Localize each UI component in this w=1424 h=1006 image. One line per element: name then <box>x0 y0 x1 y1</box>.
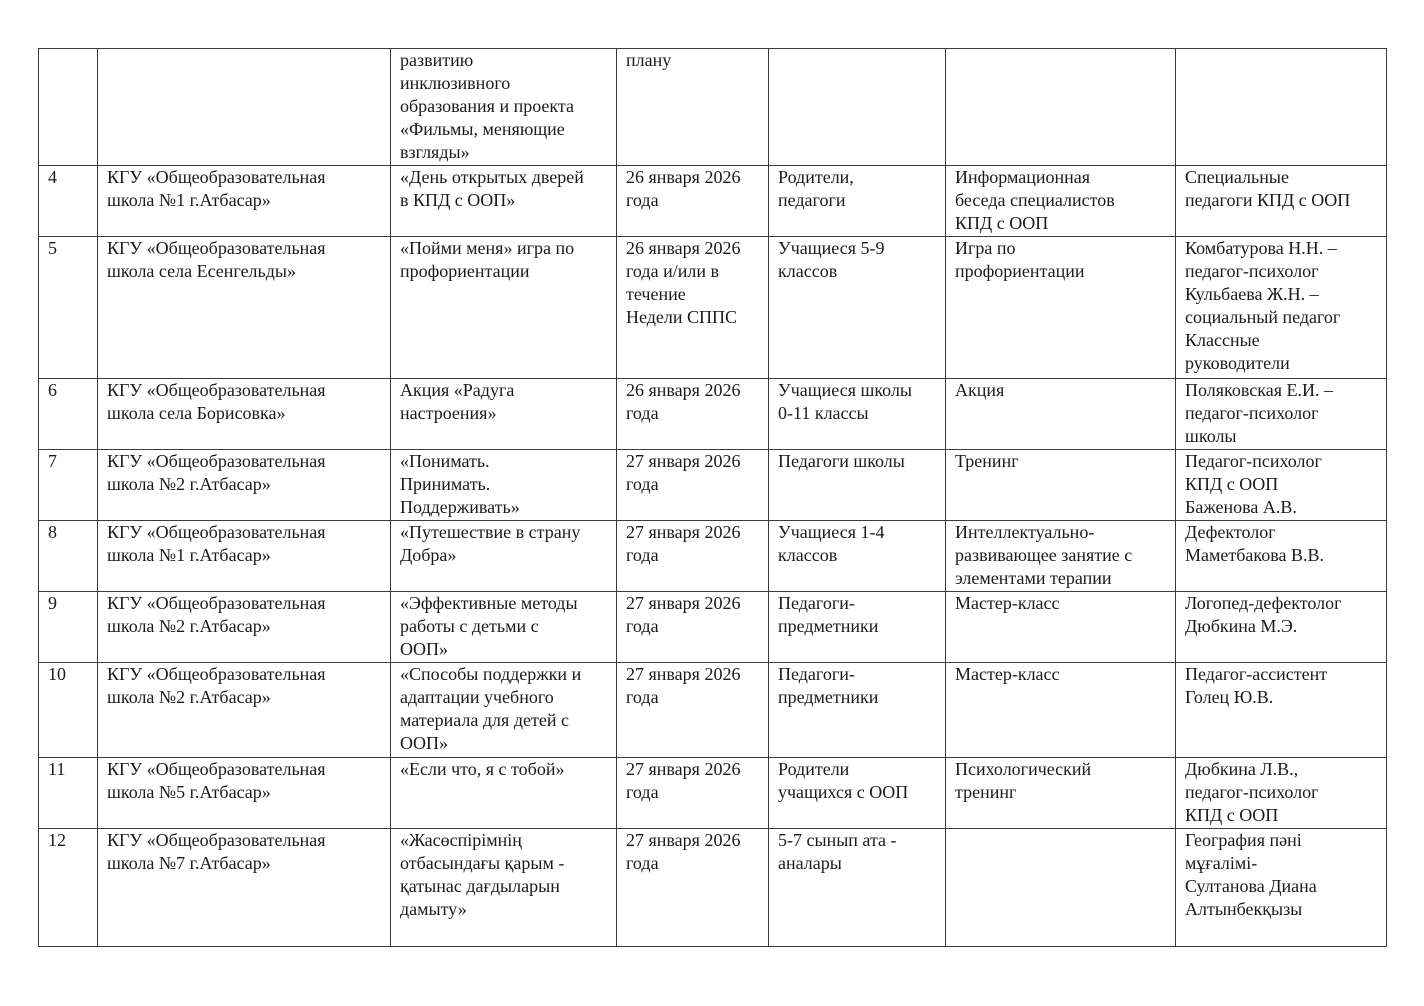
cell-organization: КГУ «Общеобразовательная школа села Борисовка» <box>98 379 391 450</box>
cell-audience: 5-7 сынып ата - аналары <box>769 829 946 947</box>
cell-date: 26 января 2026 года <box>617 166 769 237</box>
cell-event: Акция «Радуга настроения» <box>391 379 617 450</box>
table-row <box>39 450 1387 521</box>
cell-form: Психологический тренинг <box>946 758 1176 829</box>
cell-responsible: Поляковская Е.И. – педагог-психолог школы <box>1176 379 1387 450</box>
cell-number: 12 <box>39 829 98 947</box>
cell-audience: Педагоги- предметники <box>769 663 946 758</box>
cell-audience <box>769 49 946 166</box>
event-schedule-table <box>38 48 1387 947</box>
table-row <box>39 829 1387 947</box>
table-row <box>39 758 1387 829</box>
cell-form: Игра по профориентации <box>946 237 1176 379</box>
cell-date: 27 января 2026 года <box>617 592 769 663</box>
table-row <box>39 521 1387 592</box>
cell-number: 5 <box>39 237 98 379</box>
cell-audience: Учащиеся 5-9 классов <box>769 237 946 379</box>
cell-audience: Родители, педагоги <box>769 166 946 237</box>
cell-form: Тренинг <box>946 450 1176 521</box>
cell-event: развитию инклюзивного образования и проекта «Фильмы, меняющие взгляды» <box>391 49 617 166</box>
cell-event: «Эффективные методы работы с детьми с ООП» <box>391 592 617 663</box>
cell-responsible: Дефектолог Маметбакова В.В. <box>1176 521 1387 592</box>
table-row-continuation <box>39 49 1387 166</box>
cell-date: 26 января 2026 года и/или в течение Недели СППС <box>617 237 769 379</box>
cell-date: плану <box>617 49 769 166</box>
cell-audience: Учащиеся школы 0-11 классы <box>769 379 946 450</box>
cell-responsible: Логопед-дефектолог Дюбкина М.Э. <box>1176 592 1387 663</box>
cell-date: 27 января 2026 года <box>617 450 769 521</box>
cell-event: «День открытых дверей в КПД с ООП» <box>391 166 617 237</box>
table-row <box>39 379 1387 450</box>
cell-organization <box>98 49 391 166</box>
cell-date: 27 января 2026 года <box>617 829 769 947</box>
cell-form <box>946 829 1176 947</box>
cell-organization: КГУ «Общеобразовательная школа №1 г.Атбасар» <box>98 521 391 592</box>
table-row <box>39 663 1387 758</box>
cell-number: 7 <box>39 450 98 521</box>
cell-event: «Пойми меня» игра по профориентации <box>391 237 617 379</box>
cell-event: «Понимать. Принимать. Поддерживать» <box>391 450 617 521</box>
cell-form: Интеллектуально- развивающее занятие с элементами терапии <box>946 521 1176 592</box>
table-row <box>39 592 1387 663</box>
cell-event: «Путешествие в страну Добра» <box>391 521 617 592</box>
cell-number: 11 <box>39 758 98 829</box>
cell-number <box>39 49 98 166</box>
table-row <box>39 237 1387 379</box>
cell-organization: КГУ «Общеобразовательная школа №1 г.Атбасар» <box>98 166 391 237</box>
cell-audience: Родители учащихся с ООП <box>769 758 946 829</box>
cell-responsible: Педагог-ассистент Голец Ю.В. <box>1176 663 1387 758</box>
cell-organization: КГУ «Общеобразовательная школа №2 г.Атбасар» <box>98 663 391 758</box>
cell-organization: КГУ «Общеобразовательная школа №2 г.Атбасар» <box>98 450 391 521</box>
cell-event: «Если что, я с тобой» <box>391 758 617 829</box>
cell-form: Информационная беседа специалистов КПД с ООП <box>946 166 1176 237</box>
cell-number: 9 <box>39 592 98 663</box>
cell-organization: КГУ «Общеобразовательная школа №5 г.Атбасар» <box>98 758 391 829</box>
cell-responsible: Педагог-психолог КПД с ООП Баженова А.В. <box>1176 450 1387 521</box>
cell-organization: КГУ «Общеобразовательная школа села Есенгельды» <box>98 237 391 379</box>
cell-form: Мастер-класс <box>946 592 1176 663</box>
cell-event: «Способы поддержки и адаптации учебного материала для детей с ООП» <box>391 663 617 758</box>
cell-responsible: Дюбкина Л.В., педагог-психолог КПД с ООП <box>1176 758 1387 829</box>
cell-number: 4 <box>39 166 98 237</box>
cell-responsible: География пәні мұғалімі- Султанова Диана Алтынбекқызы <box>1176 829 1387 947</box>
cell-number: 6 <box>39 379 98 450</box>
cell-organization: КГУ «Общеобразовательная школа №7 г.Атбасар» <box>98 829 391 947</box>
cell-date: 26 января 2026 года <box>617 379 769 450</box>
cell-audience: Педагоги- предметники <box>769 592 946 663</box>
cell-responsible: Специальные педагоги КПД с ООП <box>1176 166 1387 237</box>
cell-date: 27 января 2026 года <box>617 663 769 758</box>
cell-responsible <box>1176 49 1387 166</box>
table-row <box>39 166 1387 237</box>
cell-audience: Педагоги школы <box>769 450 946 521</box>
cell-number: 10 <box>39 663 98 758</box>
cell-responsible: Комбатурова Н.Н. – педагог-психолог Кульбаева Ж.Н. – социальный педагог Классные руководители <box>1176 237 1387 379</box>
cell-organization: КГУ «Общеобразовательная школа №2 г.Атбасар» <box>98 592 391 663</box>
cell-date: 27 января 2026 года <box>617 521 769 592</box>
cell-audience: Учащиеся 1-4 классов <box>769 521 946 592</box>
cell-event: «Жасөспірімнің отбасындағы қарым - қатынас дағдыларын дамыту» <box>391 829 617 947</box>
cell-number: 8 <box>39 521 98 592</box>
cell-form: Акция <box>946 379 1176 450</box>
cell-date: 27 января 2026 года <box>617 758 769 829</box>
cell-form <box>946 49 1176 166</box>
cell-form: Мастер-класс <box>946 663 1176 758</box>
